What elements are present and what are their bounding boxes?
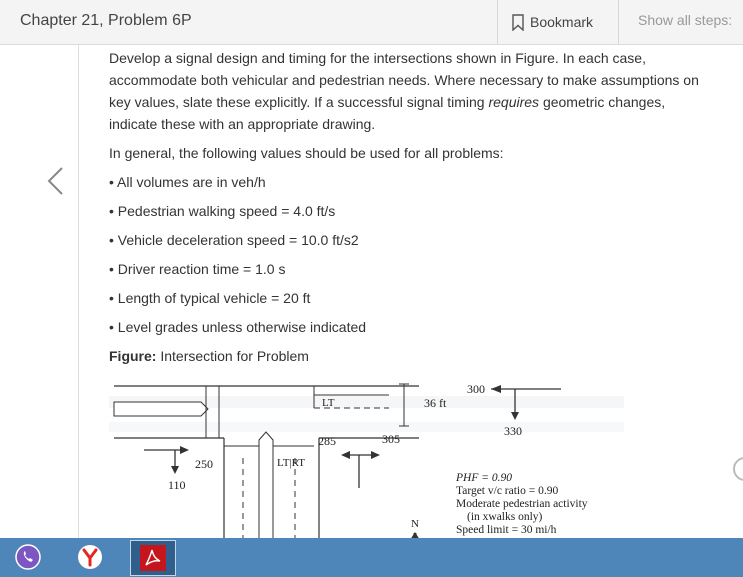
acrobat-reader-icon — [139, 544, 167, 572]
viber-icon — [14, 543, 42, 571]
yandex-taskbar-button[interactable] — [68, 540, 112, 574]
note-ped: Moderate pedestrian activity — [456, 498, 588, 510]
scroll-hint-circle — [733, 457, 743, 481]
acrobat-taskbar-button[interactable] — [130, 540, 176, 576]
problem-intro: Develop a signal design and timing for the intersections shown in Figure. In each case, accommodate both vehicular and pedestrian needs. Where necessary to make assumptions on key values, slate these explicitly. If a successful signal timing requires geometric changes, indicate these with an appropriate drawing. — [109, 50, 699, 132]
figure-caption: Figure: Intersection for Problem — [109, 348, 309, 364]
width-label: 36 ft — [424, 396, 447, 410]
chevron-left-icon[interactable] — [44, 165, 68, 197]
volume-285: 285 — [318, 434, 336, 448]
volume-250: 250 — [195, 457, 213, 471]
list-item: • All volumes are in veh/h — [109, 174, 266, 190]
left-navigation-pane — [0, 45, 79, 540]
intersection-figure — [109, 378, 629, 540]
bookmark-label: Bookmark — [530, 14, 594, 30]
volume-300: 300 — [467, 382, 485, 396]
volume-110: 110 — [168, 478, 186, 492]
problem-statement — [109, 47, 709, 374]
yandex-browser-icon — [76, 543, 104, 571]
bookmark-icon — [512, 14, 524, 31]
header-bar — [0, 0, 743, 45]
note-xwalks: (in xwalks only) — [467, 511, 543, 523]
note-phf: PHF = 0.90 — [456, 472, 512, 484]
show-all-steps-toggle[interactable]: Show all steps: — [638, 12, 733, 28]
list-item: • Vehicle deceleration speed = 10.0 ft/s2 — [109, 232, 359, 248]
bookmark-button[interactable] — [497, 0, 619, 44]
ltrt-lane-label: LT|RT — [277, 457, 306, 469]
note-speed: Speed limit = 30 mi/h — [456, 524, 557, 536]
list-item: • Length of typical vehicle = 20 ft — [109, 290, 311, 306]
taskbar — [0, 538, 743, 577]
list-item: • Pedestrian walking speed = 4.0 ft/s — [109, 203, 336, 219]
note-vc: Target v/c ratio = 0.90 — [456, 485, 559, 497]
list-item: • Driver reaction time = 1.0 s — [109, 261, 286, 277]
volume-330: 330 — [504, 424, 522, 438]
general-values-text: In general, the following values should be used for all problems: — [109, 145, 504, 161]
lt-lane-label: LT — [322, 397, 335, 409]
list-item: • Level grades unless otherwise indicated — [109, 319, 367, 335]
page-title: Chapter 21, Problem 6P — [20, 12, 192, 29]
north-label: N — [411, 518, 419, 530]
volume-305: 305 — [382, 432, 400, 446]
viber-taskbar-button[interactable] — [6, 540, 50, 574]
